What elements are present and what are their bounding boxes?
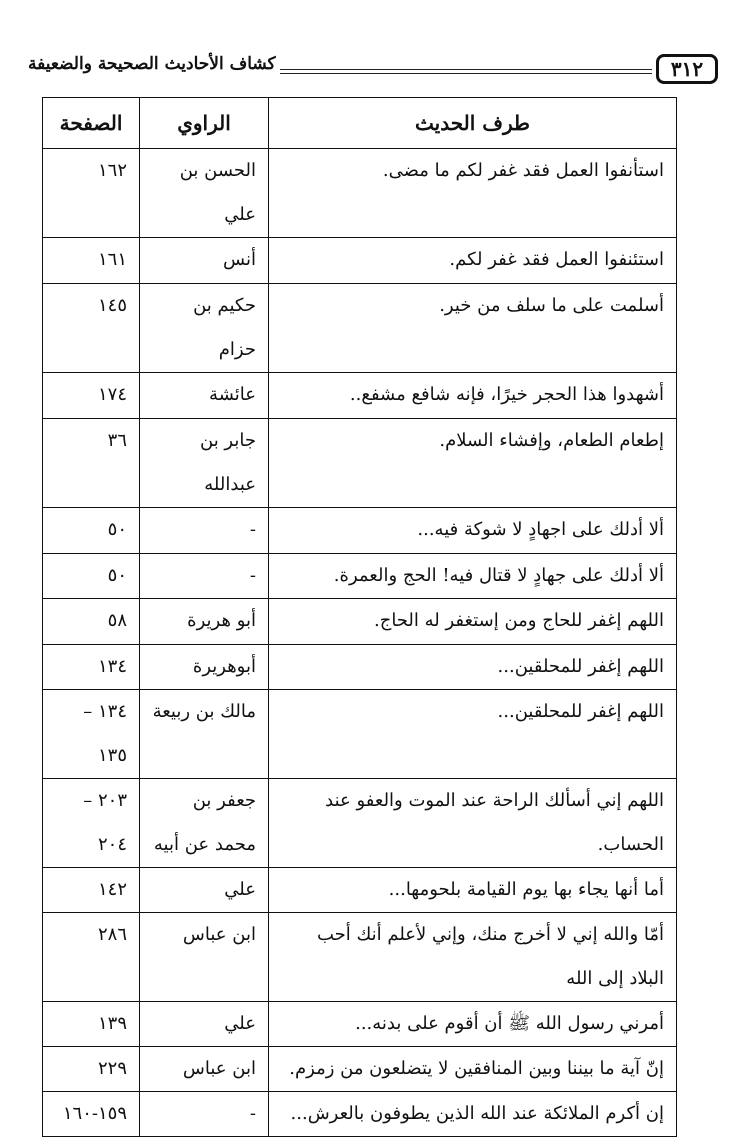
- hadith-cell: إطعام الطعام، وإفشاء السلام.: [269, 419, 677, 508]
- book-title: كشاف الأحاديث الصحيحة والضعيفة: [28, 54, 276, 74]
- header-rule-thin: [280, 73, 652, 74]
- page-cell: ٥٠: [43, 554, 140, 599]
- narrator-cell: الحسن بن علي: [140, 149, 269, 238]
- narrator-cell: حكيم بن حزام: [140, 284, 269, 373]
- table-row: [43, 599, 677, 645]
- page-cell: ٣٦: [43, 419, 140, 508]
- narrator-cell: علي: [140, 868, 269, 913]
- page-cell: ٢٨٦: [43, 913, 140, 1002]
- table-row: [43, 779, 677, 868]
- table-row: [43, 1092, 677, 1137]
- hadith-cell: اللهم إغفر للحاج ومن إستغفر له الحاج.: [269, 599, 677, 645]
- hadith-cell: اللهم إني أسألك الراحة عند الموت والعفو عند الحساب.: [269, 779, 677, 868]
- hadith-cell: أمرني رسول الله ﷺ أن أقوم على بدنه...: [269, 1002, 677, 1047]
- page-cell: ١٥٩-١٦٠: [43, 1092, 140, 1137]
- hadith-cell: إن أكرم الملائكة عند الله الذين يطوفون بالعرش...: [269, 1092, 677, 1137]
- column-header-page: الصفحة: [43, 98, 140, 149]
- table-row: [43, 149, 677, 238]
- page-cell: ٥٨: [43, 599, 140, 645]
- page-cell: ١٣٩: [43, 1002, 140, 1047]
- table-header-row: [43, 98, 677, 149]
- narrator-cell: ابن عباس: [140, 1047, 269, 1092]
- table-row: [43, 645, 677, 690]
- page-header: [28, 46, 718, 90]
- page-cell: ٥٠: [43, 508, 140, 554]
- hadith-cell: اللهم إغفر للمحلقين...: [269, 645, 677, 690]
- page-cell: ١٣٤ – ١٣٥: [43, 690, 140, 779]
- table-row: [43, 419, 677, 508]
- page-cell: ١٧٤: [43, 373, 140, 419]
- narrator-cell: أبو هريرة: [140, 599, 269, 645]
- table-row: [43, 1002, 677, 1047]
- hadith-cell: اللهم إغفر للمحلقين...: [269, 690, 677, 779]
- table-row: [43, 284, 677, 373]
- table-row: [43, 913, 677, 1002]
- hadith-cell: أمّا والله إني لا أخرج منك، وإني لأعلم أنك أحب البلاد إلى الله: [269, 913, 677, 1002]
- table-row: [43, 373, 677, 419]
- narrator-cell: جابر بن عبدالله: [140, 419, 269, 508]
- page-cell: ٢٠٣ – ٢٠٤: [43, 779, 140, 868]
- page-cell: ٢٢٩: [43, 1047, 140, 1092]
- page-cell: ١٤٢: [43, 868, 140, 913]
- hadith-cell: أما أنها يجاء بها يوم القيامة بلحومها...: [269, 868, 677, 913]
- table-row: [43, 1047, 677, 1092]
- narrator-cell: -: [140, 1092, 269, 1137]
- table-row: [43, 868, 677, 913]
- page-cell: ١٣٤: [43, 645, 140, 690]
- narrator-cell: ابن عباس: [140, 913, 269, 1002]
- table-row: [43, 238, 677, 284]
- header-rule: [280, 69, 652, 70]
- narrator-cell: علي: [140, 1002, 269, 1047]
- hadith-cell: ألا أدلك على جهادٍ لا قتال فيه! الحج والعمرة.: [269, 554, 677, 599]
- narrator-cell: عائشة: [140, 373, 269, 419]
- table-row: [43, 690, 677, 779]
- column-header-narrator: الراوي: [140, 98, 269, 149]
- narrator-cell: أبوهريرة: [140, 645, 269, 690]
- table-row: [43, 508, 677, 554]
- hadith-cell: استئنفوا العمل فقد غفر لكم.: [269, 238, 677, 284]
- hadith-cell: أسلمت على ما سلف من خير.: [269, 284, 677, 373]
- page-cell: ١٦٢: [43, 149, 140, 238]
- page-cell: ١٦١: [43, 238, 140, 284]
- narrator-cell: -: [140, 554, 269, 599]
- page-number: ٣١٢: [656, 54, 718, 84]
- hadith-cell: إنّ آية ما بيننا وبين المنافقين لا يتضلعون من زمزم.: [269, 1047, 677, 1092]
- hadith-cell: ألا أدلك على اجهادٍ لا شوكة فيه...: [269, 508, 677, 554]
- hadith-cell: استأنفوا العمل فقد غفر لكم ما مضى.: [269, 149, 677, 238]
- hadith-index-table: [42, 97, 677, 1137]
- hadith-cell: أشهدوا هذا الحجر خيرًا، فإنه شافع مشفع..: [269, 373, 677, 419]
- narrator-cell: أنس: [140, 238, 269, 284]
- column-header-hadith: طرف الحديث: [269, 98, 677, 149]
- page-cell: ١٤٥: [43, 284, 140, 373]
- narrator-cell: جعفر بن محمد عن أبيه: [140, 779, 269, 868]
- narrator-cell: مالك بن ربيعة: [140, 690, 269, 779]
- table-row: [43, 554, 677, 599]
- narrator-cell: -: [140, 508, 269, 554]
